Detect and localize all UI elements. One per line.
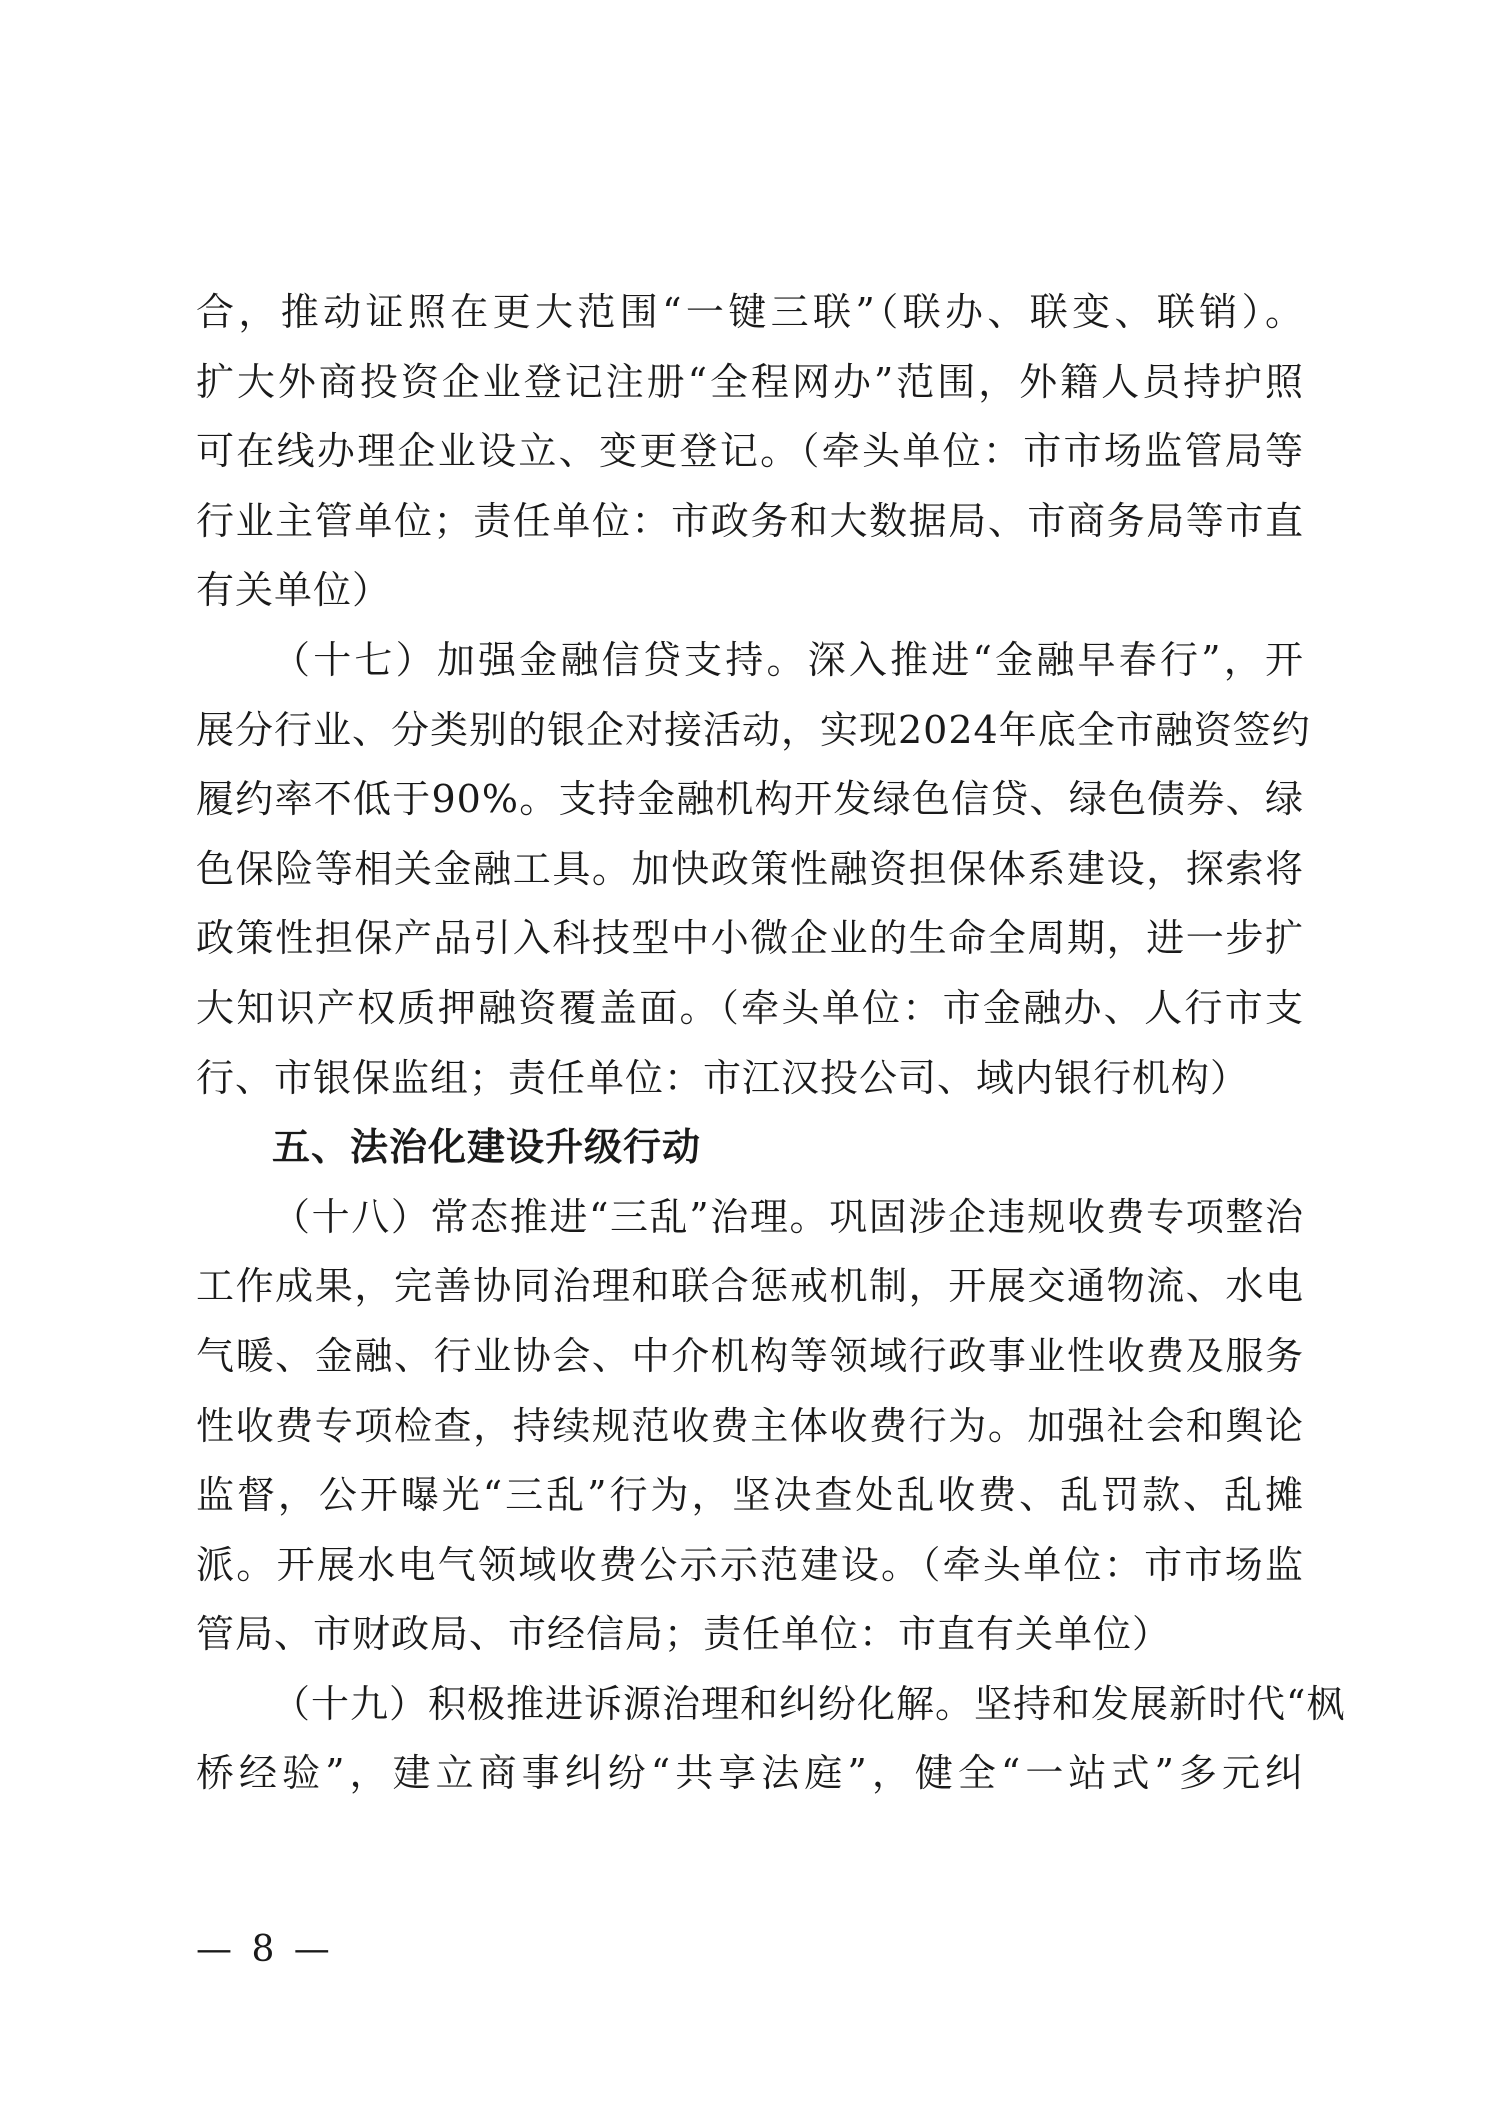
text-line: 大知识产权质押融资覆盖面。（牵头单位：市金融办、人行市支 (196, 985, 1304, 1030)
text-line: 合，推动证照在更大范围“一键三联”（联办、联变、联销）。 (196, 290, 1304, 334)
document-body (196, 278, 1346, 1809)
text-line: 展分行业、分类别的银企对接活动，实现2024年底全市融资签约 (196, 707, 1311, 752)
text-line: 政策性担保产品引入科技型中小微企业的生命全周期，进一步扩 (196, 916, 1304, 961)
paragraph-start-line: （十九）积极推进诉源治理和纠纷化解。坚持和发展新时代“枫 (272, 1681, 1346, 1726)
paragraph-start-line: （十七）加强金融信贷支持。深入推进“金融早春行”，开 (272, 637, 1304, 682)
text-line: 工作成果，完善协同治理和联合惩戒机制，开展交通物流、水电 (196, 1264, 1304, 1309)
text-line: 管局、市财政局、市经信局；责任单位：市直有关单位） (196, 1612, 1172, 1657)
text-line: 桥经验”，建立商事纠纷“共享法庭”，健全“一站式”多元纠 (196, 1751, 1304, 1796)
text-line: 气暖、金融、行业协会、中介机构等领域行政事业性收费及服务 (196, 1333, 1304, 1378)
text-line: 扩大外商投资企业登记注册“全程网办”范围，外籍人员持护照 (196, 359, 1304, 404)
text-line: 性收费专项检查，持续规范收费主体收费行为。加强社会和舆论 (196, 1403, 1304, 1448)
text-line: 派。开展水电气领域收费公示示范建设。（牵头单位：市市场监 (196, 1542, 1304, 1587)
page-number: — 8 — (196, 1929, 334, 1970)
text-line: 监督，公开曝光“三乱”行为，坚决查处乱收费、乱罚款、乱摊 (196, 1473, 1304, 1518)
section-heading: 五、法治化建设升级行动 (272, 1125, 702, 1170)
text-line: 行、市银保监组；责任单位：市江汉投公司、域内银行机构） (196, 1055, 1250, 1100)
text-line: 行业主管单位；责任单位：市政务和大数据局、市商务局等市直 (196, 498, 1304, 543)
text-line: 可在线办理企业设立、变更登记。（牵头单位：市市场监管局等 (196, 429, 1304, 474)
paragraph-start-line: （十八）常态推进“三乱”治理。巩固涉企违规收费专项整治 (272, 1194, 1304, 1239)
text-line: 履约率不低于90%。支持金融机构开发绿色信贷、绿色债券、绿 (196, 777, 1304, 822)
text-line: 有关单位） (196, 568, 392, 613)
text-line: 色保险等相关金融工具。加快政策性融资担保体系建设，探索将 (196, 846, 1304, 891)
